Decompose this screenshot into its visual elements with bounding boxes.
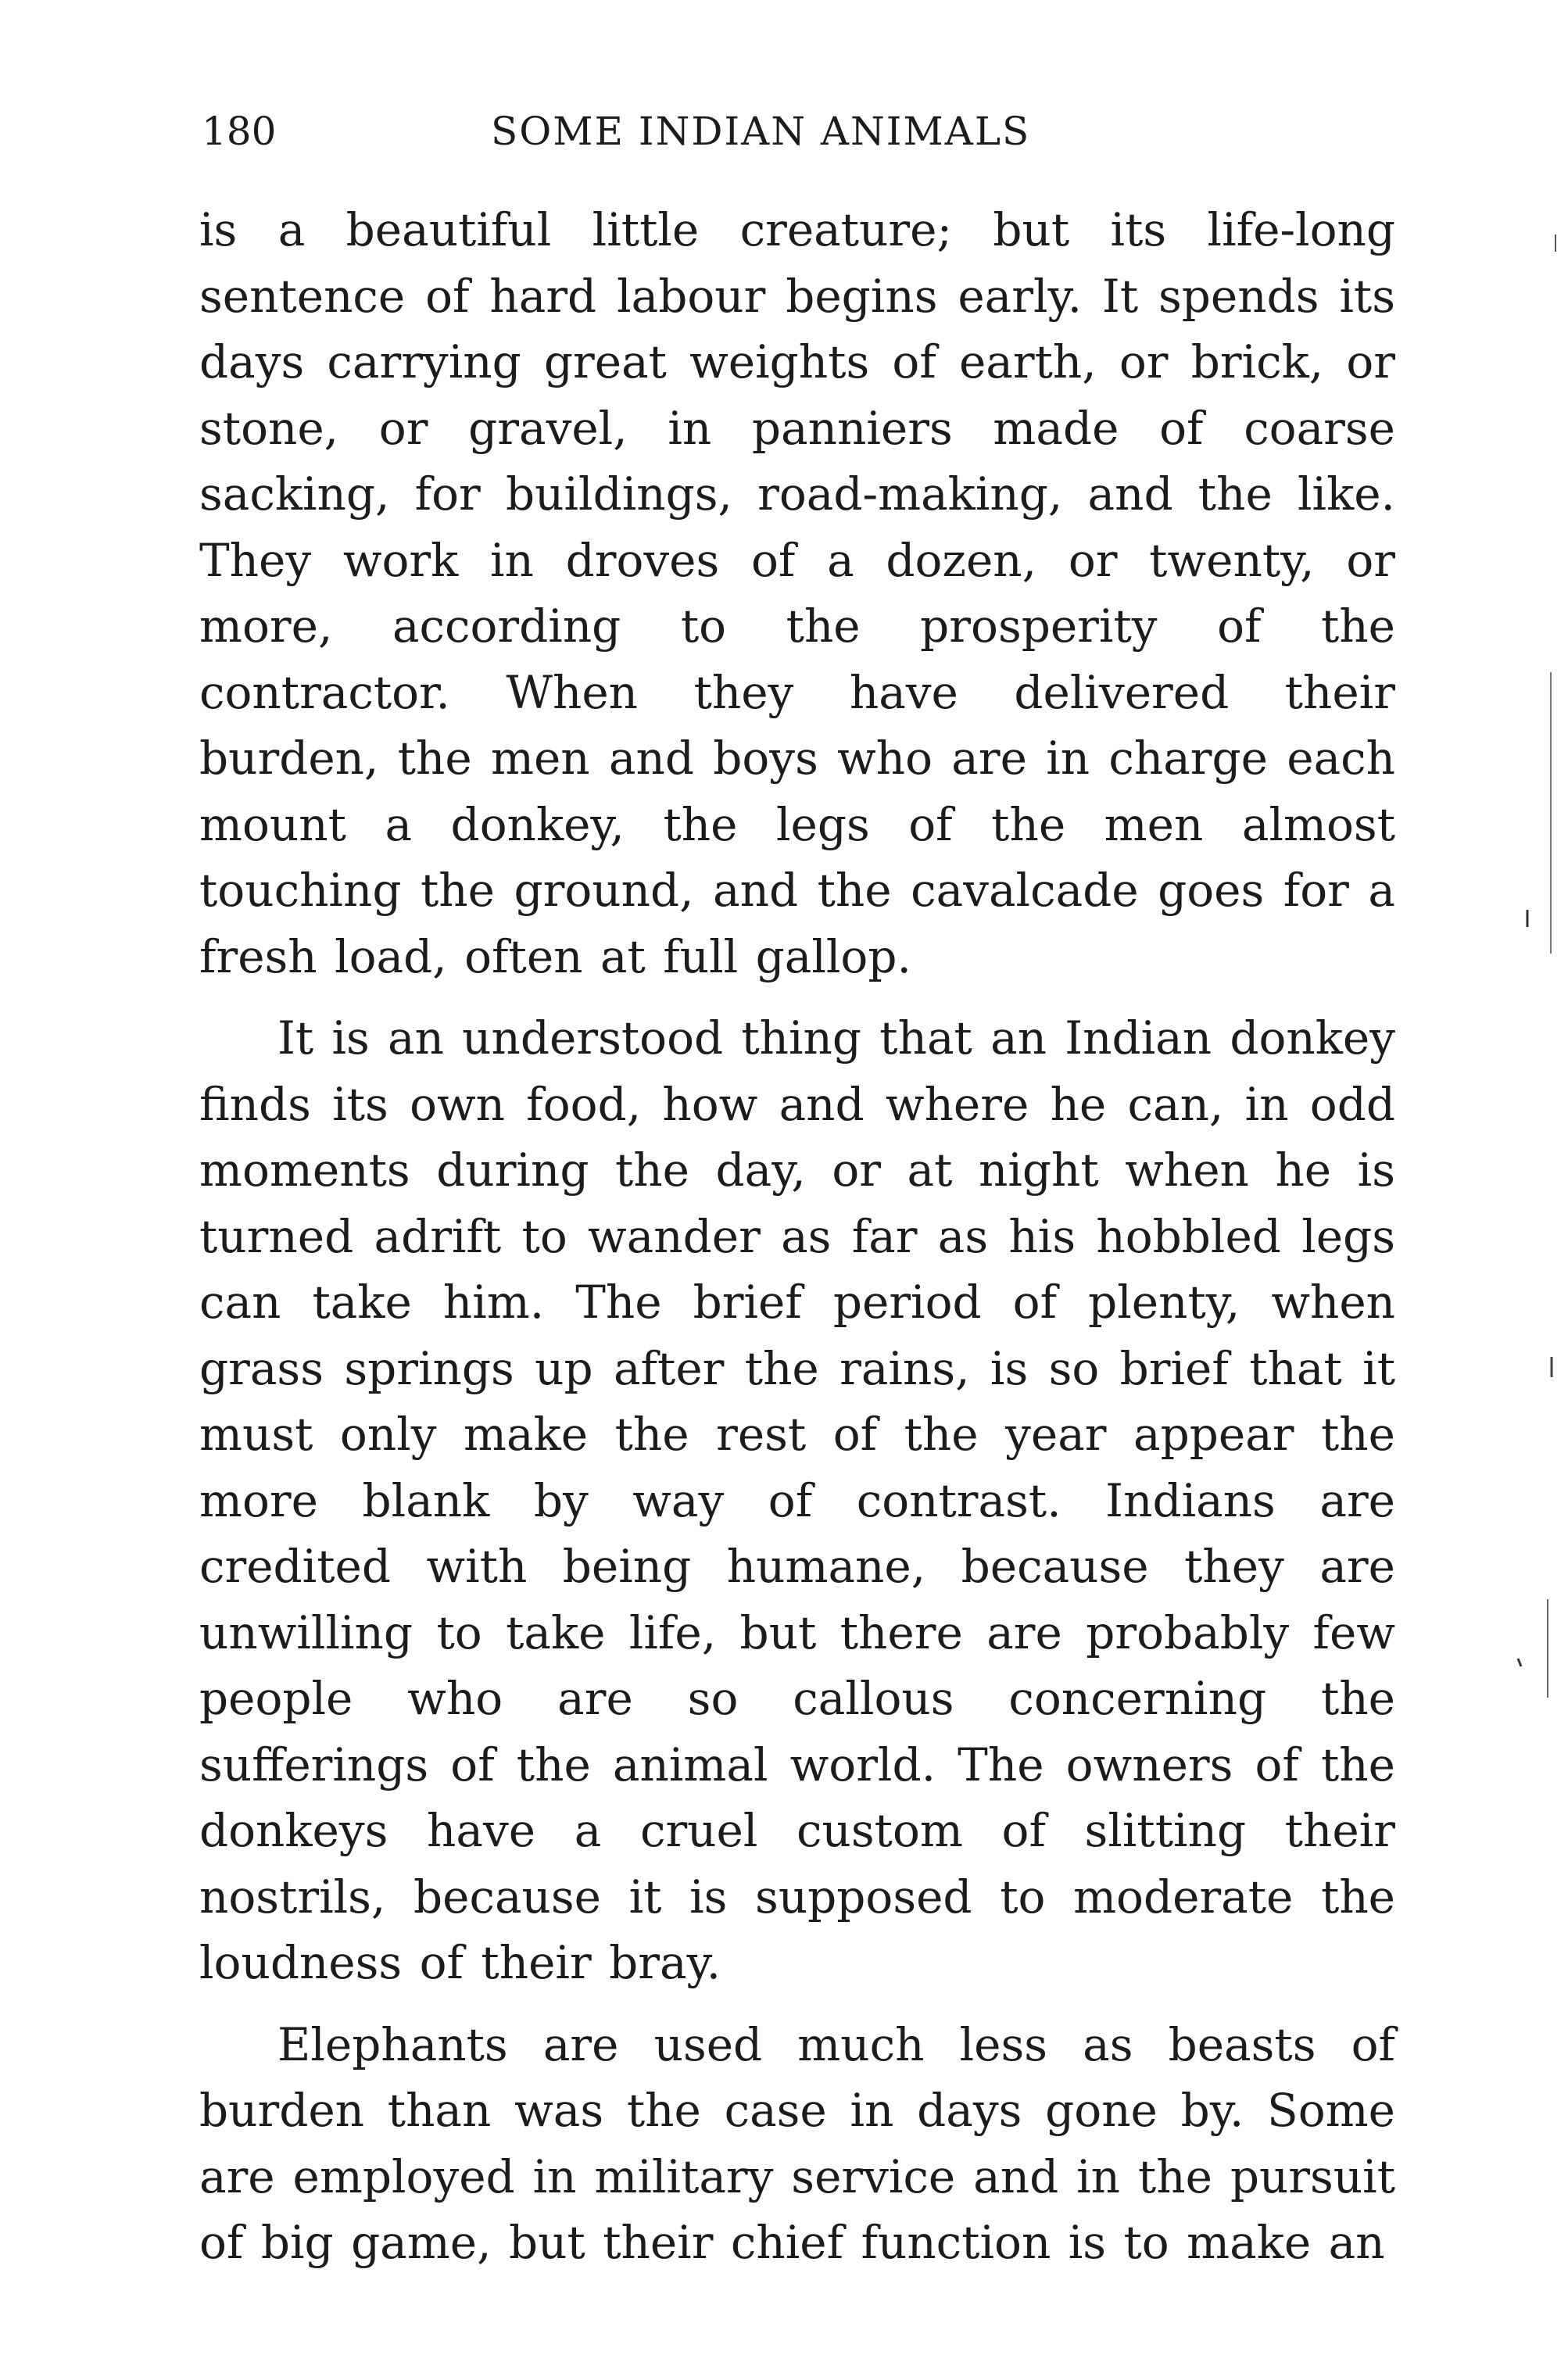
page-header: [202, 100, 1396, 163]
body-text: [199, 197, 1395, 2276]
scan-mark: [1518, 1659, 1521, 1666]
paragraph-elephants: Elephants are used much less as beasts of burden than was the case in days gone by. Some are employed in military service and in the pursuit of big game, but their chief function is to make an: [199, 2017, 1395, 2269]
page-number: 180: [202, 109, 277, 154]
paragraph-continued: is a beautiful little creature; but its life-long sentence of hard labour begins early. It spends its days carrying great weights of earth, or brick, or stone, or gravel, in panniers made of coarse sacking, for buildings, road-making, and the like. They work in droves of a dozen, or twenty, or more, according to the prosperity of the contractor. When they have delivered their burden, the men and boys who are in charge each mount a donkey, the legs of the men almost touching the ground, and the cavalcade goes for a fresh load, often at full gallop.: [199, 203, 1395, 983]
paragraph-donkey-food: It is an understood thing that an Indian donkey finds its own food, how and where he can, in odd moments during the day, or at night when he is turned adrift to wander as far as his hobbled legs can take him. The brief period of plenty, when grass springs up after the rains, is so brief that it must only make the rest of the year appear the more blank by way of contrast. Indians are credited with being humane, because they are unwilling to take life, but there are probably few people who are so callous concerning the sufferings of the animal world. The owners of the donkeys have a cruel custom of slitting their nostrils, because it is supposed to moderate the loudness of their bray.: [199, 1011, 1395, 1989]
running-head: SOME INDIAN ANIMALS: [491, 109, 1031, 154]
